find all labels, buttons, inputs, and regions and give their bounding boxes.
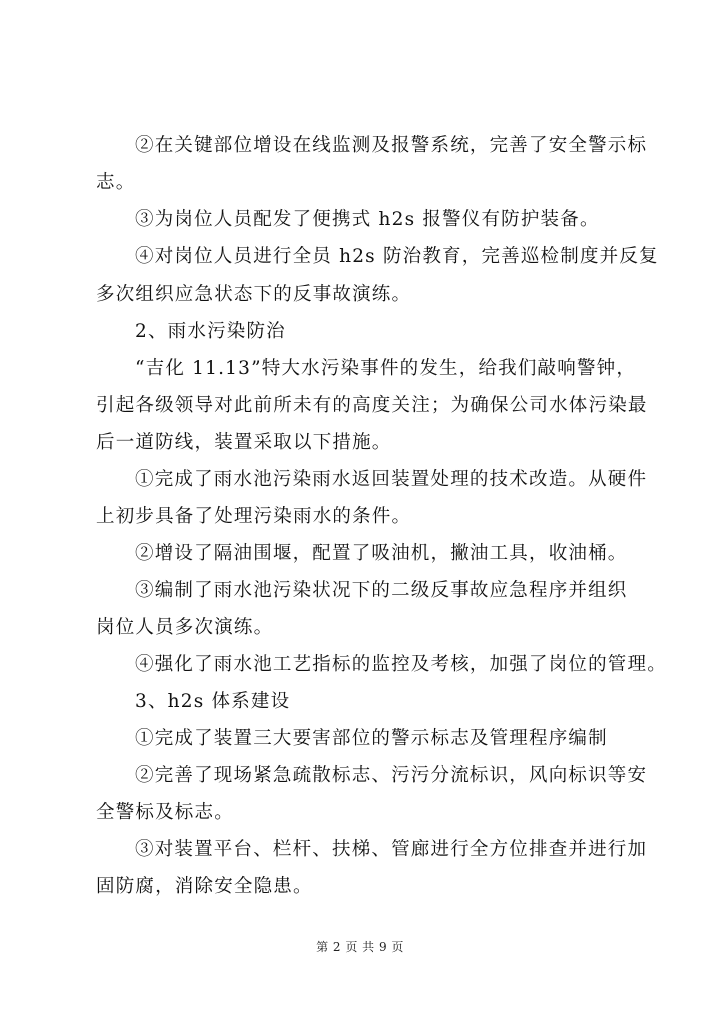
paragraph-line: ④对岗位人员进行全员 h2s 防治教育，完善巡检制度并反复 xyxy=(135,246,659,267)
paragraph-line: 岗位人员多次演练。 xyxy=(96,617,274,638)
paragraph-line: ①完成了雨水池污染雨水返回装置处理的技术改造。从硬件 xyxy=(135,469,648,490)
paragraph-line: ①完成了装置三大要害部位的警示标志及管理程序编制 xyxy=(135,728,608,749)
page-number-footer: 第 2 页 共 9 页 xyxy=(316,940,404,954)
paragraph-line: ③编制了雨水池污染状况下的二级反事故应急程序并组织 xyxy=(135,580,628,601)
paragraph-line: 后一道防线，装置采取以下措施。 xyxy=(96,432,392,453)
paragraph-line: 多次组织应急状态下的反事故演练。 xyxy=(96,284,412,305)
paragraph-line: “吉化 11.13”特大水污染事件的发生，给我们敲响警钟， xyxy=(135,358,637,379)
paragraph-line: 志。 xyxy=(96,172,136,193)
section-heading: 3、h2s 体系建设 xyxy=(135,691,291,712)
paragraph-line: ②在关键部位增设在线监测及报警系统，完善了安全警示标 xyxy=(135,135,648,156)
paragraph-line: 全警标及标志。 xyxy=(96,802,234,823)
paragraph-line: ②增设了隔油围堰，配置了吸油机，撇油工具，收油桶。 xyxy=(135,543,628,564)
paragraph-line: 上初步具备了处理污染雨水的条件。 xyxy=(96,506,412,527)
paragraph-line: 固防腐，消除安全隐患。 xyxy=(96,876,313,897)
paragraph-line: 引起各级领导对此前所未有的高度关注；为确保公司水体污染最 xyxy=(96,395,648,416)
section-heading: 2、雨水污染防治 xyxy=(135,321,286,342)
paragraph-line: ④强化了雨水池工艺指标的监控及考核，加强了岗位的管理。 xyxy=(135,654,667,675)
paragraph-line: ③为岗位人员配发了便携式 h2s 报警仪有防护装备。 xyxy=(135,209,600,230)
paragraph-line: ③对装置平台、栏杆、扶梯、管廊进行全方位排查并进行加 xyxy=(135,839,648,860)
paragraph-line: ②完善了现场紧急疏散标志、污污分流标识，风向标识等安 xyxy=(135,765,648,786)
